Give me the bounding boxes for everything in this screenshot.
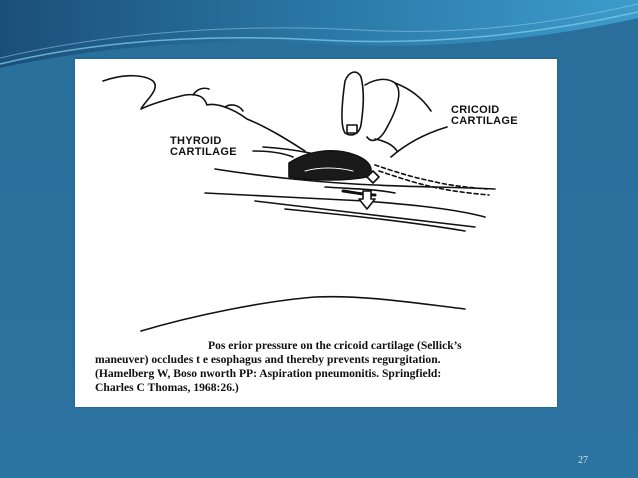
thyroid-cartilage xyxy=(289,151,371,180)
caption-line-2: maneuver) occludes t e esophagus and thereby prevents regurgitation. xyxy=(95,353,441,366)
trachea-lower xyxy=(205,193,485,217)
figure-image xyxy=(75,59,557,407)
slide-page-number: 27 xyxy=(578,455,588,466)
hand-thumb xyxy=(365,79,399,140)
caption-line-4: Charles C Thomas, 1968:26.) xyxy=(95,381,239,394)
cricoid-cartilage-label: CRICOID CARTILAGE xyxy=(451,104,518,127)
thyroid-pointer xyxy=(253,151,293,157)
cricoid-pointer xyxy=(391,127,447,157)
thyroid-cartilage-label: THYROID CARTILAGE xyxy=(170,135,237,158)
caption-line-3: (Hamelberg W, Boso nworth PP: Aspiration pneumonitis. Springfield: xyxy=(95,367,442,380)
caption-line-1: Pos erior pressure on the cricoid cartilage (Sellick’s xyxy=(208,339,462,352)
figure-caption xyxy=(95,339,555,395)
body-contour xyxy=(141,297,465,331)
